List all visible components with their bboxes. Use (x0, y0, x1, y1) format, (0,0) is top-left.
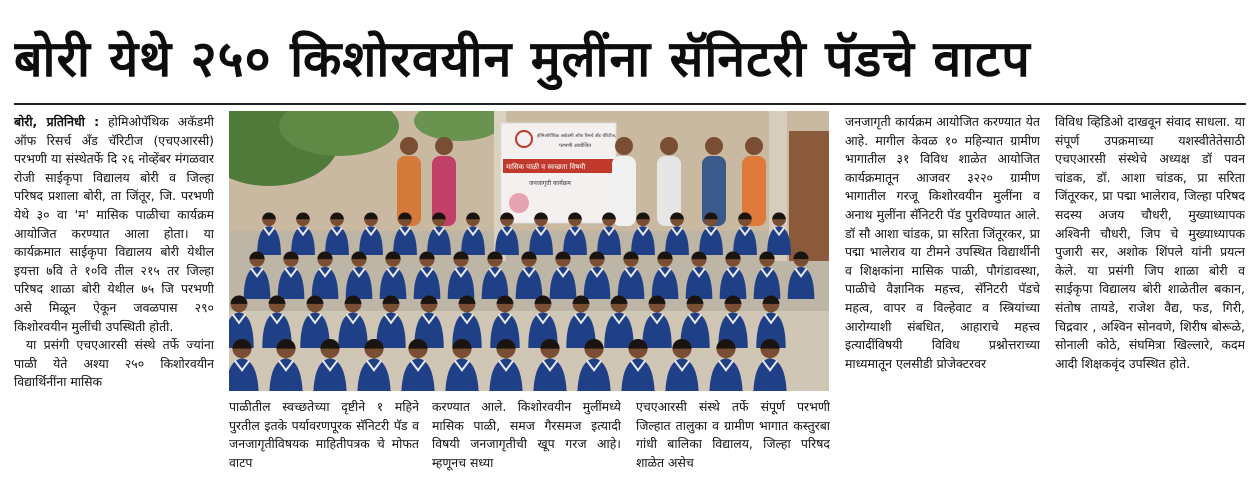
column-2-text: पाळीतील स्वच्छतेच्या दृष्टीने १ महिने पुरतील इतके पर्यावरणपूरक सॅनिटरी पॅड व जनजागृतीविषयक माहितीपत्रक चे मोफत वाटप (229, 399, 419, 470)
article-column-1 (14, 113, 214, 493)
event-photo (229, 111, 829, 391)
lead-paragraph (14, 113, 214, 336)
event-photo-illustration (229, 111, 829, 391)
banner-line-3: मासिक पाळी व स्वच्छता विषयी (506, 163, 586, 171)
paragraph-2: या प्रसंगी एचएआरसी संस्थे तर्फे ज्यांना पाळी येते अश्या २५० किशोरवयीन विद्यार्थिनींना मासिक (14, 337, 214, 390)
column-3-text: करण्यात आले. किशोरवयीन मुलींमध्ये मासिक पाळी, समज गैरसमज इत्यादी विषयी जनजागृतीची खूप गरज आहे। म्हणूनच सध्या (432, 399, 621, 470)
article-column-3 (432, 398, 621, 494)
column-4-text: एचएआरसी संस्थे तर्फे संपूर्ण परभणी जिल्हात तालुका व ग्रामीण भागात कस्तुरबा गांधी बालिका विद्यालय, जिल्हा परिषद शाळेत असेच (636, 399, 830, 470)
headline-rule (14, 103, 1246, 105)
headline: बोरी येथे २५० किशोरवयीन मुलींना सॅनिटरी पॅडचे वाटप (14, 30, 1031, 88)
article-column-5 (845, 113, 1040, 493)
lead-text: होमिओपॅथिक अकॅडमी ऑफ रिसर्च अँड चॅरिटीज (एचएआरसी) परभणी या संस्थेतर्फे दि २६ नोव्हेंबर मंगळवार रोजी साईकृपा विद्यालय बोरी व जिल्हा परिषद प्रशाला बोरी, ता जिंतूर, जि. परभणी येथे ३० वा 'म' मासिक पाळीचा कार्यक्रम आयोजित करण्यात आला होता। या कार्यक्रमात साईकृपा विद्यालय बोरी येथील इयत्ता ७वि ते १०वि तील २१५ तर जिल्हा परिषद शाळा बोरी येथील ७५ जि परभणी असे मिळून ऐकून जवळपास २९० किशोरवयीन मुलींची उपस्थिती होती. (14, 114, 214, 334)
article-column-2 (229, 398, 419, 494)
article-column-6 (1055, 113, 1245, 493)
article-column-4 (636, 398, 830, 494)
banner-line-4: जनजागृती कार्यक्रम (529, 180, 571, 187)
banner-line-1: होमिओपॅथिक अकॅडमी ऑफ रिसर्च अँड चॅरिटीज, (537, 134, 617, 139)
column-5-text: जनजागृती कार्यक्रम आयोजित करण्यात येत आहे. मागील केवळ १० महिन्यात ग्रामीण भागातील ३१ विविध शाळेत आयोजित कार्यक्रमातून आजवर ३२२० ग्रामीण भागातील गरजू किशोरवयीन मुलींना व अनाथ मुलींना सॅनिटरी पॅड पुरविण्यात आले. डॉ सौ आशा चांडक, प्रा सरिता जिंतूरकर, प्रा पद्मा भालेराव या टीमने उपस्थित विद्यार्थीनी व शिक्षकांना मासिक पाळी, पौगंडावस्था, पाळीचे वैज्ञानिक महत्त्व, सॅनिटरी पॅडचे महत्व, वापर व विल्हेवाट व स्त्रियांच्या आरोग्याशी संबधित, आहाराचे महत्त्व इत्यादींविषयी विविध प्रश्नोत्तराच्या माध्यमातून एलसीडी प्रोजेक्टरवर (845, 114, 1040, 371)
byline: बोरी, प्रतिनिधी : (14, 114, 100, 129)
column-6-text: विविध व्हिडिओ दाखवून संवाद साधला. या संपूर्ण उपक्रमाच्या यशस्वीतेतेसाठी एचएआरसी संस्थेचे अध्यक्ष डॉ पवन चांडक, डॉ. आशा चांडक, प्रा सरिता जिंतूरकर, प्रा पद्मा भालेराव, जिल्हा परिषद सदस्य अजय चौधरी, मुख्याध्यापक अश्विनी चौधरी, जिप चे मुख्याध्यापक पुजारी सर, अशोक शिंपले यांनी प्रयत्न केले. या प्रसंगी जिप शाळा बोरी व साईकृपा विद्यालय बोरी शाळेतील बकान, संतोष तायडे, राजेश वैद्य, फड, गिरी, चिद्रवार , अश्विन सोनवणे, शिरीष बोरूळे, सोनाली कोठे, संघमित्रा खिल्लारे, कदम आदी शिक्षकवृंद उपस्थित होते. (1055, 114, 1245, 371)
banner-line-2: परभणी आयोजित (559, 143, 592, 149)
event-banner (501, 123, 616, 223)
